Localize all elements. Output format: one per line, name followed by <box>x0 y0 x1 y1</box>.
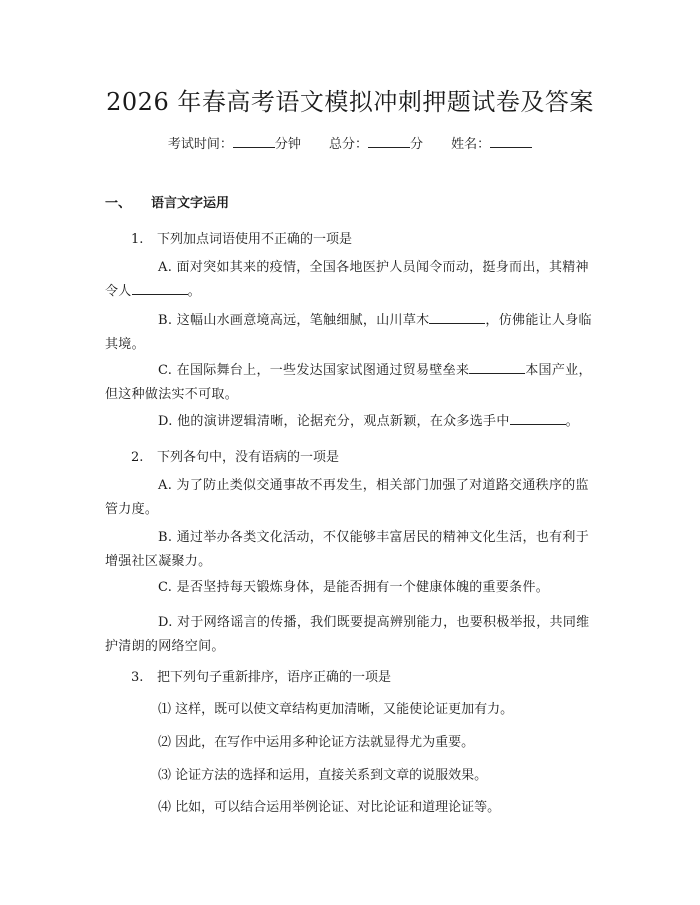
name-label: 姓名： <box>451 137 491 152</box>
section-number: 一、 <box>105 196 132 211</box>
answer-blank <box>510 412 566 425</box>
question-text: 下列各句中，没有语病的一项是 <box>157 450 340 465</box>
name-blank <box>490 135 532 148</box>
question-number: 1. <box>131 232 144 247</box>
q1-option-a <box>105 256 593 304</box>
q2-option-c: C. 是否坚持每天锻炼身体，是能否拥有一个健康体魄的重要条件。 <box>158 580 550 595</box>
answer-blank <box>429 311 485 324</box>
option-text-end: 。 <box>187 284 201 299</box>
q1-option-b <box>105 309 593 357</box>
time-unit: 分钟 <box>274 137 301 152</box>
option-text: C. 在国际舞台上，一些发达国家试图通过贸易壁垒来 <box>158 363 470 378</box>
option-text: B. 这幅山水画意境高远，笔触细腻，山川草木 <box>158 313 430 328</box>
option-text-end: 本国产业，但这种做法实不可取。 <box>105 363 592 402</box>
section-title: 语言文字运用 <box>151 196 230 211</box>
score-unit: 分 <box>410 137 424 152</box>
exam-name <box>451 137 532 152</box>
question-2-stem <box>131 446 339 465</box>
question-text: 把下列句子重新排序，语序正确的一项是 <box>157 670 392 685</box>
q3-sentence-3: ⑶ 论证方法的选择和运用，直接关系到文章的说服效果。 <box>158 768 488 783</box>
question-1-stem <box>131 228 352 247</box>
option-text: A. 面对突如其来的疫情，全国各地医护人员闻令而动，挺身而出，其精神令人 <box>105 260 589 299</box>
time-blank <box>233 135 275 148</box>
section-heading <box>105 192 229 211</box>
exam-time <box>168 137 305 152</box>
q3-sentence-1: ⑴ 这样，既可以使文章结构更加清晰，又能使论证更加有力。 <box>158 702 514 717</box>
question-number: 2. <box>131 450 144 465</box>
question-number: 3. <box>131 670 144 685</box>
page-title: 2026 年春高考语文模拟冲刺押题试卷及答案 <box>106 88 594 116</box>
question-3-stem <box>131 666 391 685</box>
q3-sentence-2: ⑵ 因此，在写作中运用多种论证方法就显得尤为重要。 <box>158 735 475 750</box>
exam-score <box>329 137 427 152</box>
question-text: 下列加点词语使用不正确的一项是 <box>157 232 353 247</box>
q2-option-d: D. 对于网络谣言的传播，我们既要提高辨别能力，也要积极举报，共同维护清朗的网络空间。 <box>105 615 590 654</box>
q2-option-b: B. 通过举办各类文化活动，不仅能够丰富居民的精神文化生活，也有利于增强社区凝聚力。 <box>105 530 590 569</box>
q1-option-d <box>105 410 593 434</box>
option-text: D. 他的演讲逻辑清晰，论据充分，观点新颖，在众多选手中 <box>158 414 510 429</box>
time-label: 考试时间： <box>167 137 233 152</box>
q3-sentence-4: ⑷ 比如，可以结合运用举例论证、对比论证和道理论证等。 <box>158 800 501 815</box>
q1-option-c <box>105 359 593 407</box>
option-text-end: 。 <box>565 414 579 429</box>
q2-option-a: A. 为了防止类似交通事故不再发生，相关部门加强了对道路交通秩序的监管力度。 <box>105 478 589 517</box>
exam-meta <box>0 133 700 152</box>
option-text-end: ，仿佛能让人身临其境。 <box>105 313 592 352</box>
answer-blank <box>469 361 525 374</box>
answer-blank <box>132 282 188 295</box>
score-label: 总分： <box>328 137 368 152</box>
score-blank <box>368 135 410 148</box>
